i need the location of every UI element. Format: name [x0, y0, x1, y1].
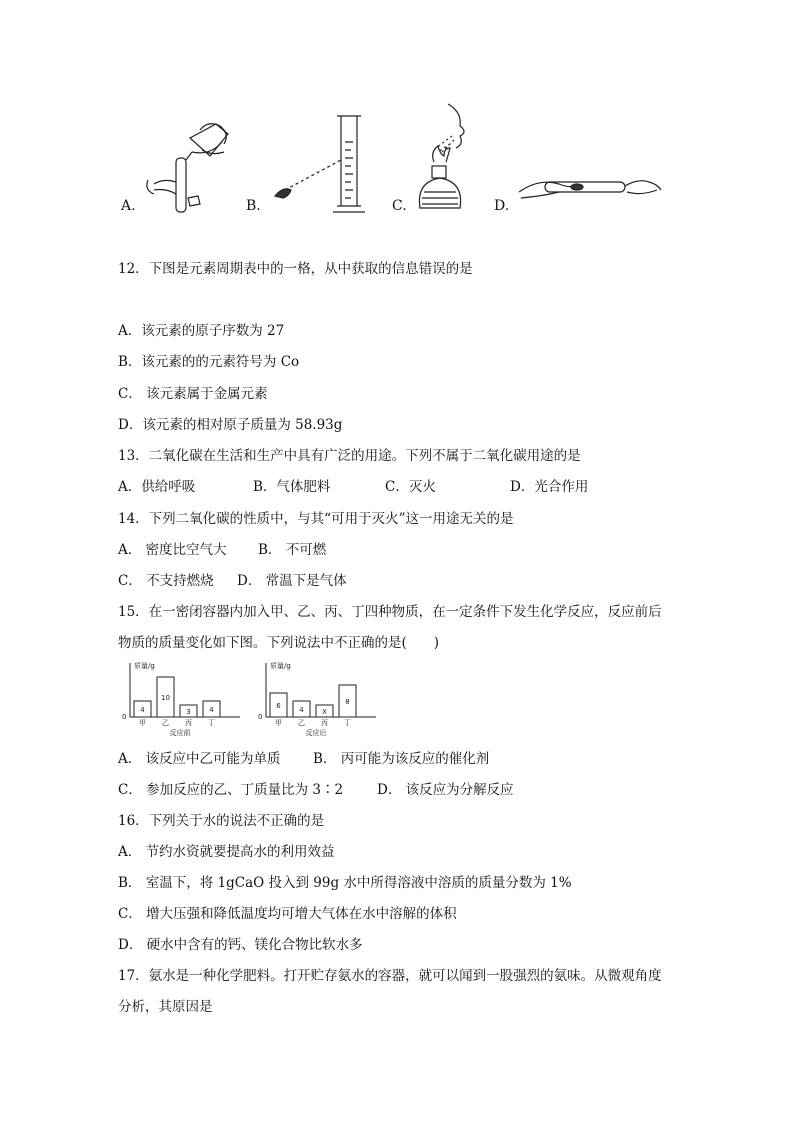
- question-14-option-c: C． 不支持燃烧: [118, 573, 214, 589]
- category-label: 丁: [208, 719, 215, 727]
- question-17-stem-line-2: 分析，其原因是: [118, 999, 213, 1015]
- figure-label-b: B.: [246, 198, 261, 214]
- question-12-option-c: C． 该元素属于金属元素: [118, 386, 268, 402]
- chart-after-reaction: [258, 661, 376, 737]
- question-12-stem: 12．下图是元素周期表中的一格，从中获取的信息错误的是: [118, 261, 473, 277]
- bar-value-label: 4: [209, 706, 214, 714]
- question-16-option-c: C． 增大压强和降低温度均可增大气体在水中溶解的体积: [118, 906, 457, 922]
- figure-label-d: D.: [494, 198, 510, 214]
- figure-label-c: C.: [392, 198, 407, 214]
- question-12-option-a: A．该元素的原子序数为 27: [118, 323, 285, 339]
- bar-value-label: 10: [161, 694, 170, 702]
- question-15-stem-line-2: 物质的质量变化如下图。下列说法中不正确的是( ): [118, 635, 440, 651]
- bar-value-label: X: [322, 708, 327, 716]
- category-label: 甲: [275, 719, 282, 727]
- question-15-option-b: B． 丙可能为该反应的催化剂: [313, 751, 490, 767]
- question-16-stem: 16．下列关于水的说法不正确的是: [118, 813, 325, 829]
- heating-test-tube-illustration: [515, 168, 665, 208]
- question-13-stem: 13．二氧化碳在生活和生产中具有广泛的用途。下列不属于二氧化碳用途的是: [118, 448, 581, 464]
- chart-title: 反应前: [169, 729, 191, 737]
- origin-label: 0: [122, 713, 127, 721]
- graduated-cylinder-illustration: [265, 112, 375, 216]
- question-12-option-b: B．该元素的的元素符号为 Co: [118, 354, 300, 370]
- question-12-option-d: D．该元素的相对原子质量为 58.93g: [118, 417, 343, 433]
- question-16-option-d: D． 硬水中含有的钙、镁化合物比软水多: [118, 937, 363, 953]
- category-label: 乙: [162, 719, 169, 727]
- question-13-option-d: D．光合作用: [510, 479, 589, 495]
- question-14-option-b: B． 不可燃: [258, 542, 327, 558]
- chart-before-reaction: [122, 661, 240, 737]
- question-17-stem-line-1: 17．氨水是一种化学肥料。打开贮存氨水的容器，就可以闻到一股强烈的氨味。从微观角度: [118, 968, 662, 984]
- bar-value-label: 8: [345, 698, 350, 706]
- figure-label-a: A.: [121, 198, 136, 214]
- mass-bar-charts: [118, 660, 388, 742]
- pouring-liquid-illustration: [140, 120, 240, 215]
- bar-value-label: 6: [276, 702, 281, 710]
- question-14-stem: 14．下列二氧化碳的性质中，与其“可用于灭火”这一用途无关的是: [118, 511, 514, 527]
- question-16-option-a: A． 节约水资就要提高水的利用效益: [118, 844, 335, 860]
- bar-value-label: 3: [186, 708, 191, 716]
- category-label: 丁: [344, 719, 351, 727]
- question-14-option-a: A． 密度比空气大: [118, 542, 227, 558]
- question-13-option-b: B．气体肥料: [253, 479, 331, 495]
- question-15-option-d: D． 该反应为分解反应: [377, 782, 514, 798]
- chart-title: 反应后: [305, 729, 327, 737]
- question-15-stem-line-1: 15．在一密闭容器内加入甲、乙、丙、丁四种物质，在一定条件下发生化学反应，反应前后: [118, 604, 662, 620]
- category-label: 丙: [321, 719, 328, 727]
- origin-label: 0: [258, 713, 263, 721]
- question-14-option-d: D． 常温下是气体: [237, 573, 347, 589]
- category-label: 丙: [185, 719, 192, 727]
- question-15-option-a: A． 该反应中乙可能为单质: [118, 751, 281, 767]
- y-axis-label: 质量/g: [134, 662, 155, 670]
- bar-value-label: 4: [299, 706, 304, 714]
- bar-value-label: 4: [140, 706, 145, 714]
- question-13-option-c: C．灭火: [385, 479, 436, 495]
- question-15-option-c: C． 参加反应的乙、丁质量比为 3∶2: [118, 782, 344, 798]
- question-16-option-b: B． 室温下，将 1gCaO 投入到 99g 水中所得溶液中溶质的质量分数为 1%: [118, 875, 572, 891]
- y-axis-label: 质量/g: [270, 662, 291, 670]
- category-label: 甲: [139, 719, 146, 727]
- alcohol-lamp-illustration: [410, 100, 480, 216]
- question-13-option-a: A．供给呼吸: [118, 479, 196, 495]
- category-label: 乙: [298, 719, 305, 727]
